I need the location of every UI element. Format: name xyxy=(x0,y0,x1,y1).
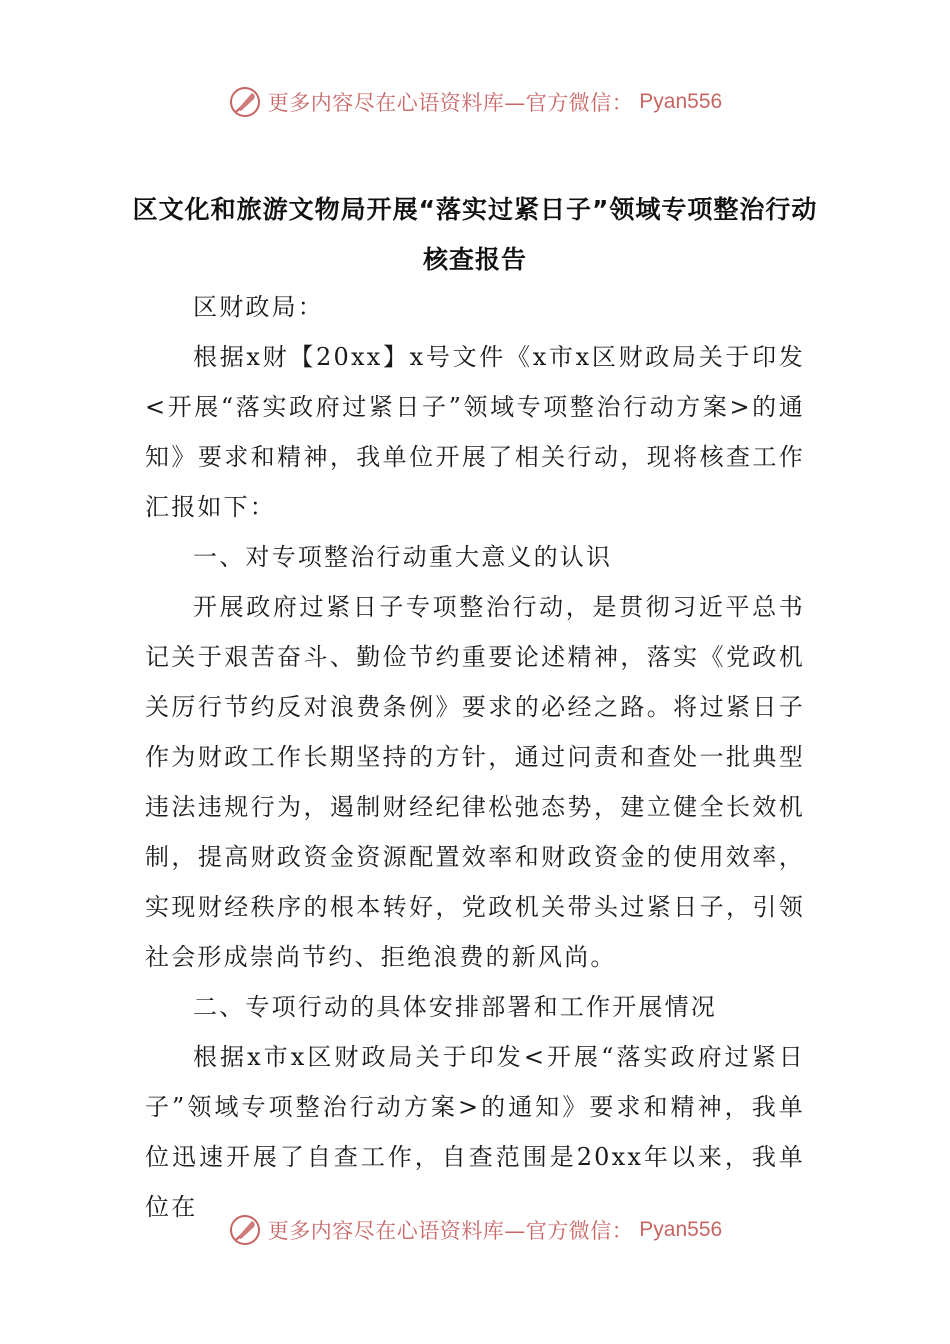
watermark-text: 更多内容尽在心语资料库—官方微信： xyxy=(267,1219,634,1243)
paragraph-section-2: 根据x市x区财政局关于印发<开展“落实政府过紧日子”领域专项整治行动方案>的通知》要求和精神，我单位迅速开展了自查工作，自查范围是20xx年以来，我单位在 xyxy=(145,1043,805,1221)
document-title: 区文化和旅游文物局开展“落实过紧日子”领域专项整治行动核查报告 xyxy=(132,194,818,274)
salutation: 区财政局： xyxy=(193,293,324,321)
document-body xyxy=(145,282,805,1232)
paragraph-intro: 根据x财【20xx】x号文件《x市x区财政局关于印发<开展“落实政府过紧日子”领域专项整治行动方案>的通知》要求和精神，我单位开展了相关行动，现将核查工作汇报如下： xyxy=(145,343,805,521)
watermark-footer xyxy=(0,1210,950,1250)
section-heading-2: 二、专项行动的具体安排部署和工作开展情况 xyxy=(193,993,717,1021)
watermark-text: 更多内容尽在心语资料库—官方微信： xyxy=(267,91,634,115)
quill-logo-icon xyxy=(228,85,262,119)
paragraph-section-1: 开展政府过紧日子专项整治行动，是贯彻习近平总书记关于艰苦奋斗、勤俭节约重要论述精神，落实《党政机关厉行节约反对浪费条例》要求的必经之路。将过紧日子作为财政工作长期坚持的方针，通过问责和查处一批典型违法违规行为，遏制财经纪律松弛态势，建立健全长效机制，提高财政资金资源配置效率和财政资金的使用效率，实现财经秩序的根本转好，党政机关带头过紧日子，引领社会形成崇尚节约、拒绝浪费的新风尚。 xyxy=(145,593,805,971)
watermark-header xyxy=(0,82,950,122)
watermark-contact: Pyan556 xyxy=(639,1218,723,1241)
section-heading-1: 一、对专项整治行动重大意义的认识 xyxy=(193,543,613,571)
quill-logo-icon xyxy=(228,1213,262,1247)
watermark-contact: Pyan556 xyxy=(639,90,723,113)
